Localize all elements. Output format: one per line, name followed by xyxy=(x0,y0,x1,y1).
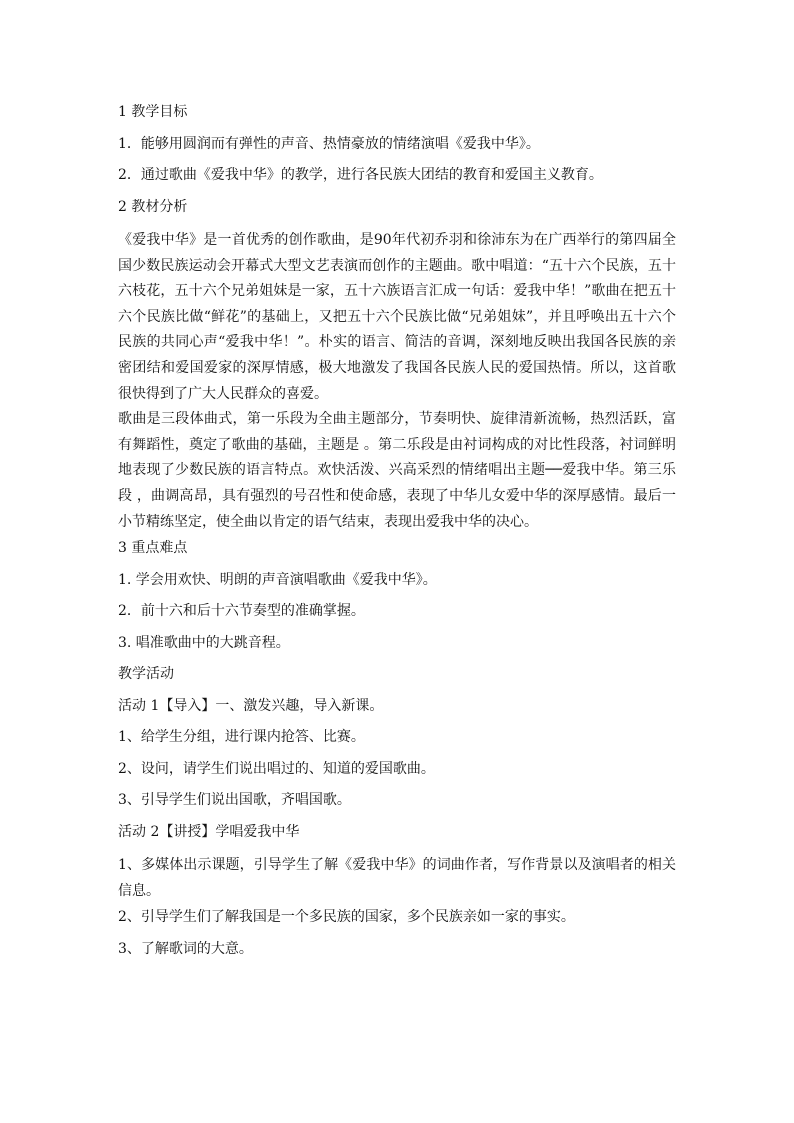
goal-item-1: 1．能够用圆润而有弹性的声音、热情豪放的情绪演唱《爱我中华》。 xyxy=(118,135,540,152)
analysis-paragraph-2: 歌曲是三段体曲式，第一乐段为全曲主题部分，节奏明快、旋律清新流畅，热烈活跃，富有舞蹈性，奠定了歌曲的基础，主题是 。第二乐段是由衬词构成的对比性段落，衬词鲜明地表现了少数民族的语言特点。欢快活泼、兴高采烈的情绪唱出主题──爱我中华。第三乐段 ，曲调高昂，具有强烈的号召性和使命感，表现了中华儿女爱中华的深厚感情。最后一小节精练坚定，使全曲以肯定的语气结束，表现出爱我中华的决心。 xyxy=(118,411,676,530)
activity-1-title: 活动 1【导入】一、激发兴趣，导入新课。 xyxy=(118,697,384,714)
key-point-2: 2．前十六和后十六节奏型的准确掌握。 xyxy=(118,603,365,620)
activity-2-step-2: 2、引导学生们了解我国是一个多民族的国家，多个民族亲如一家的事实。 xyxy=(118,909,575,926)
activity-1-step-1: 1、给学生分组，进行课内抢答、比赛。 xyxy=(118,729,365,746)
activity-1-step-3: 3、引导学生们说出国歌，齐唱国歌。 xyxy=(118,792,351,809)
activity-2-step-1: 1、多媒体出示课题，引导学生了解《爱我中华》的词曲作者，写作背景以及演唱者的相关信息。 xyxy=(118,857,676,899)
key-point-3: 3. 唱准歌曲中的大跳音程。 xyxy=(118,634,290,651)
activity-2-title: 活动 2【讲授】学唱爱我中华 xyxy=(118,823,300,840)
activity-2-step-3: 3、了解歌词的大意。 xyxy=(118,940,253,957)
section-heading-teaching-goals: 1 教学目标 xyxy=(118,104,188,120)
document-body xyxy=(118,102,676,970)
analysis-paragraph-1: 《爱我中华》是一首优秀的创作歌曲，是90年代初乔羽和徐沛东为在广西举行的第四届全国少数民族运动会开幕式大型文艺表演而创作的主题曲。歌中唱道：“五十六个民族，五十六枝花，五十六个兄弟姐妹是一家，五十六族语言汇成一句话：爱我中华！”歌曲在把五十六个民族比做“鲜花”的基础上，又把五十六个民族比做“兄弟姐妹”，并且呼唤出五十六个民族的共同心声“爱我中华！”。朴实的语言、简洁的音调，深刻地反映出我国各民族的亲密团结和爱国爱家的深厚情感，极大地激发了我国各民族人民的爱国热情。所以，这首歌很快得到了广大人民群众的喜爱。 xyxy=(118,232,676,402)
goal-item-2: 2．通过歌曲《爱我中华》的教学，进行各民族大团结的教育和爱国主义教育。 xyxy=(118,167,603,183)
activity-1-step-2: 2、设问，请学生们说出唱过的、知道的爱国歌曲。 xyxy=(118,760,435,777)
key-point-1: 1. 学会用欢快、明朗的声音演唱歌曲《爱我中华》。 xyxy=(118,571,437,588)
section-heading-key-points: 3 重点难点 xyxy=(118,540,188,557)
section-heading-activities: 教学活动 xyxy=(118,666,174,683)
section-heading-material-analysis: 2 教材分析 xyxy=(118,198,188,215)
